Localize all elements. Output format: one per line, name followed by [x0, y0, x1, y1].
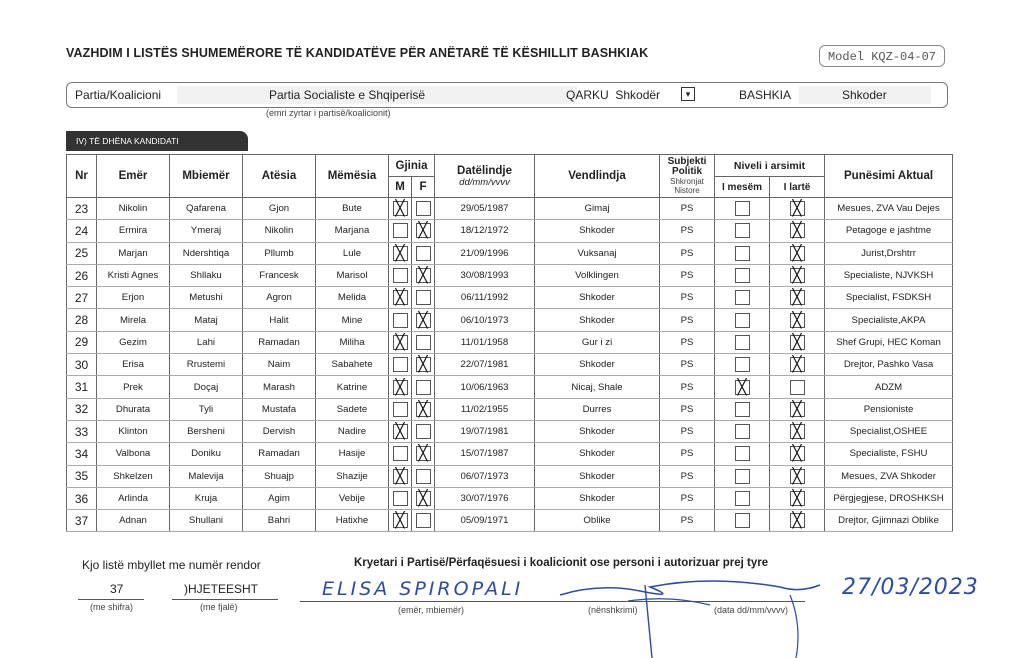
- date-hint: (data dd/mm/vvvv): [714, 605, 789, 615]
- checkbox-edu-mesem[interactable]: [735, 290, 750, 305]
- cell-datelindje: 06/07/1973: [435, 465, 535, 487]
- cell-emer: Klinton: [97, 420, 170, 442]
- bashkia-value: Shkoder: [842, 88, 887, 102]
- cell-memesia: Miliha: [316, 331, 389, 353]
- cell-vendlindja: Shkoder: [535, 309, 660, 331]
- cell-nr: 23: [67, 198, 97, 220]
- closing-number-words[interactable]: )HJETEESHT: [184, 582, 259, 596]
- cell-emer: Erisa: [97, 354, 170, 376]
- qarku-value: Shkodër: [615, 88, 661, 102]
- checkbox-edu-larte[interactable]: ╳: [790, 491, 805, 506]
- cell-subjekti: PS: [660, 487, 715, 509]
- cell-mbiemer: Metushi: [170, 287, 243, 309]
- table-row: [67, 220, 953, 242]
- signature-hint: (nënshkrimi): [588, 605, 638, 615]
- checkbox-gender-f[interactable]: [416, 201, 431, 216]
- cell-subjekti: PS: [660, 443, 715, 465]
- checkbox-gender-f[interactable]: ╳: [416, 268, 431, 283]
- cell-subjekti: PS: [660, 510, 715, 532]
- header-atesia: Atësia: [243, 155, 316, 198]
- checkbox-gender-f[interactable]: ╳: [416, 223, 431, 238]
- cell-mbiemer: Shullani: [170, 510, 243, 532]
- cell-punesimi: Drejtor, Gjimnazi Oblike: [825, 510, 953, 532]
- table-row: [67, 287, 953, 309]
- cell-emer: Nikolin: [97, 198, 170, 220]
- checkbox-edu-larte[interactable]: ╳: [790, 290, 805, 305]
- cell-emer: Erjon: [97, 287, 170, 309]
- cell-emer: Valbona: [97, 443, 170, 465]
- cell-subjekti: PS: [660, 420, 715, 442]
- cell-mbiemer: Ymeraj: [170, 220, 243, 242]
- checkbox-edu-mesem[interactable]: [735, 201, 750, 216]
- table-row: [67, 510, 953, 532]
- header-gjinia: Gjinia: [389, 155, 435, 177]
- cell-atesia: Gjon: [243, 198, 316, 220]
- table-row: [67, 420, 953, 442]
- cell-datelindje: 05/09/1971: [435, 510, 535, 532]
- table-row: [67, 487, 953, 509]
- cell-nr: 31: [67, 376, 97, 398]
- cell-vendlindja: Shkoder: [535, 465, 660, 487]
- cell-memesia: Hatixhe: [316, 510, 389, 532]
- cell-atesia: Marash: [243, 376, 316, 398]
- cell-nr: 29: [67, 331, 97, 353]
- party-info-row: [66, 82, 948, 108]
- cell-nr: 28: [67, 309, 97, 331]
- header-emer: Emër: [97, 155, 170, 198]
- cell-nr: 33: [67, 420, 97, 442]
- checkbox-gender-m[interactable]: [393, 313, 408, 328]
- cell-vendlindja: Gur i zi: [535, 331, 660, 353]
- cell-datelindje: 22/07/1981: [435, 354, 535, 376]
- cell-datelindje: 21/09/1996: [435, 242, 535, 264]
- cell-emer: Shkelzen: [97, 465, 170, 487]
- header-datelindje: Datëlindje dd/mm/vvvv: [435, 155, 535, 198]
- checkbox-edu-larte[interactable]: ╳: [790, 357, 805, 372]
- cell-datelindje: 30/07/1976: [435, 487, 535, 509]
- cell-atesia: Ramadan: [243, 331, 316, 353]
- cell-datelindje: 30/08/1993: [435, 264, 535, 286]
- checkbox-edu-mesem[interactable]: [735, 424, 750, 439]
- cell-memesia: Mine: [316, 309, 389, 331]
- cell-subjekti: PS: [660, 354, 715, 376]
- checkbox-gender-m[interactable]: ╳: [393, 513, 408, 528]
- cell-datelindje: 06/10/1973: [435, 309, 535, 331]
- checkbox-gender-m[interactable]: ╳: [393, 424, 408, 439]
- cell-subjekti: PS: [660, 398, 715, 420]
- header-mbiemer: Mbiemër: [170, 155, 243, 198]
- cell-nr: 32: [67, 398, 97, 420]
- cell-nr: 34: [67, 443, 97, 465]
- header-niveli: Niveli i arsimit: [715, 155, 825, 177]
- checkbox-edu-larte[interactable]: ╳: [790, 424, 805, 439]
- digits-line: [78, 599, 144, 600]
- header-vendlindja: Vendlindja: [535, 155, 660, 198]
- cell-atesia: Dervish: [243, 420, 316, 442]
- cell-atesia: Francesk: [243, 264, 316, 286]
- checkbox-edu-larte[interactable]: ╳: [790, 402, 805, 417]
- checkbox-edu-mesem[interactable]: [735, 313, 750, 328]
- checkbox-edu-mesem[interactable]: [735, 223, 750, 238]
- cell-atesia: Pllumb: [243, 242, 316, 264]
- table-row: [67, 465, 953, 487]
- cell-vendlindja: Vuksanaj: [535, 242, 660, 264]
- checkbox-gender-m[interactable]: [393, 446, 408, 461]
- checkbox-gender-m[interactable]: ╳: [393, 469, 408, 484]
- candidates-body: [67, 198, 953, 532]
- cell-atesia: Mustafa: [243, 398, 316, 420]
- model-code-badge: Model KQZ-04-07: [819, 45, 945, 67]
- cell-vendlindja: Gimaj: [535, 198, 660, 220]
- checkbox-edu-mesem[interactable]: [735, 357, 750, 372]
- bashkia-label: BASHKIA: [739, 88, 792, 102]
- checkbox-edu-larte[interactable]: ╳: [790, 246, 805, 261]
- cell-subjekti: PS: [660, 242, 715, 264]
- cell-mbiemer: Rrustemi: [170, 354, 243, 376]
- cell-subjekti: PS: [660, 309, 715, 331]
- name-hint: (emër, mbiemër): [398, 605, 465, 615]
- cell-atesia: Nikolin: [243, 220, 316, 242]
- checkbox-gender-f[interactable]: [416, 380, 431, 395]
- cell-nr: 24: [67, 220, 97, 242]
- checkbox-edu-larte[interactable]: ╳: [790, 335, 805, 350]
- cell-datelindje: 19/07/1981: [435, 420, 535, 442]
- cell-atesia: Halit: [243, 309, 316, 331]
- checkbox-edu-mesem[interactable]: [735, 469, 750, 484]
- cell-vendlindja: Shkoder: [535, 487, 660, 509]
- checkbox-gender-m[interactable]: ╳: [393, 290, 408, 305]
- document-title: VAZHDIM I LISTËS SHUMEMËRORE TË KANDIDATËVE PËR ANËTARË TË KËSHILLIT BASHKIAK: [66, 46, 649, 60]
- table-row: [67, 398, 953, 420]
- checkbox-gender-f[interactable]: [416, 290, 431, 305]
- cell-datelindje: 06/11/1992: [435, 287, 535, 309]
- cell-punesimi: Specialist,OSHEE: [825, 420, 953, 442]
- checkbox-gender-f[interactable]: ╳: [416, 446, 431, 461]
- checkbox-gender-m[interactable]: ╳: [393, 201, 408, 216]
- cell-memesia: Melida: [316, 287, 389, 309]
- checkbox-gender-f[interactable]: ╳: [416, 357, 431, 372]
- cell-datelindje: 11/02/1955: [435, 398, 535, 420]
- cell-atesia: Ramadan: [243, 443, 316, 465]
- signature-date[interactable]: 27/03/2023: [842, 575, 979, 600]
- cell-mbiemer: Qafarena: [170, 198, 243, 220]
- checkbox-gender-f[interactable]: ╳: [416, 402, 431, 417]
- cell-atesia: Agron: [243, 287, 316, 309]
- cell-subjekti: PS: [660, 287, 715, 309]
- checkbox-edu-mesem[interactable]: [735, 268, 750, 283]
- cell-datelindje: 11/01/1958: [435, 331, 535, 353]
- checkbox-edu-larte[interactable]: ╳: [790, 201, 805, 216]
- cell-mbiemer: Tyli: [170, 398, 243, 420]
- party-label: Partia/Koalicioni: [75, 88, 162, 102]
- cell-nr: 37: [67, 510, 97, 532]
- cell-nr: 27: [67, 287, 97, 309]
- cell-vendlindja: Shkoder: [535, 354, 660, 376]
- cell-vendlindja: Nicaj, Shale: [535, 376, 660, 398]
- cell-mbiemer: Shllaku: [170, 264, 243, 286]
- section-tab: IV) TË DHËNA KANDIDATI: [66, 131, 248, 151]
- cell-datelindje: 29/05/1987: [435, 198, 535, 220]
- cell-memesia: Vebije: [316, 487, 389, 509]
- cell-mbiemer: Kruja: [170, 487, 243, 509]
- cell-punesimi: Specialiste,AKPA: [825, 309, 953, 331]
- cell-mbiemer: Doniku: [170, 443, 243, 465]
- cell-atesia: Shuajp: [243, 465, 316, 487]
- cell-nr: 26: [67, 264, 97, 286]
- cell-memesia: Lule: [316, 242, 389, 264]
- table-row: [67, 376, 953, 398]
- checkbox-edu-mesem[interactable]: [735, 246, 750, 261]
- cell-emer: Kristi Agnes: [97, 264, 170, 286]
- cell-emer: Marjan: [97, 242, 170, 264]
- cell-nr: 25: [67, 242, 97, 264]
- checkbox-edu-larte[interactable]: ╳: [790, 513, 805, 528]
- header-f: F: [412, 177, 435, 198]
- checkbox-edu-larte[interactable]: [790, 380, 805, 395]
- cell-vendlindja: Shkoder: [535, 443, 660, 465]
- checkbox-gender-f[interactable]: [416, 469, 431, 484]
- cell-memesia: Shazije: [316, 465, 389, 487]
- cell-punesimi: Specialist, FSDKSH: [825, 287, 953, 309]
- cell-subjekti: PS: [660, 198, 715, 220]
- cell-punesimi: Drejtor, Pashko Vasa: [825, 354, 953, 376]
- cell-mbiemer: Doçaj: [170, 376, 243, 398]
- cell-emer: Dhurata: [97, 398, 170, 420]
- header-mesem: I mesëm: [715, 177, 770, 198]
- checkbox-gender-f[interactable]: ╳: [416, 491, 431, 506]
- table-row: [67, 198, 953, 220]
- checkbox-gender-m[interactable]: [393, 402, 408, 417]
- closing-text: Kjo listë mbyllet me numër rendor: [82, 558, 261, 572]
- cell-vendlindja: Shkoder: [535, 420, 660, 442]
- checkbox-edu-mesem[interactable]: ╳: [735, 380, 750, 395]
- table-row: [67, 242, 953, 264]
- table-row: [67, 443, 953, 465]
- checkbox-edu-mesem[interactable]: [735, 513, 750, 528]
- table-row: [67, 309, 953, 331]
- checkbox-edu-mesem[interactable]: [735, 446, 750, 461]
- cell-vendlindja: Oblike: [535, 510, 660, 532]
- cell-datelindje: 10/06/1963: [435, 376, 535, 398]
- cell-datelindje: 15/07/1987: [435, 443, 535, 465]
- cell-emer: Ermira: [97, 220, 170, 242]
- cell-mbiemer: Malevija: [170, 465, 243, 487]
- checkbox-gender-f[interactable]: [416, 424, 431, 439]
- checkbox-edu-larte[interactable]: ╳: [790, 313, 805, 328]
- cell-nr: 36: [67, 487, 97, 509]
- cell-vendlindja: Volklingen: [535, 264, 660, 286]
- checkbox-gender-m[interactable]: [393, 491, 408, 506]
- cell-memesia: Marjana: [316, 220, 389, 242]
- handwritten-signature: [540, 565, 830, 658]
- cell-vendlindja: Shkoder: [535, 220, 660, 242]
- cell-memesia: Marisol: [316, 264, 389, 286]
- cell-memesia: Sadete: [316, 398, 389, 420]
- checkbox-gender-f[interactable]: [416, 246, 431, 261]
- checkbox-gender-m[interactable]: [393, 357, 408, 372]
- cell-mbiemer: Mataj: [170, 309, 243, 331]
- cell-emer: Adnan: [97, 510, 170, 532]
- cell-memesia: Bute: [316, 198, 389, 220]
- qarku-dropdown-icon[interactable]: ▾: [681, 87, 695, 101]
- checkbox-edu-larte[interactable]: ╳: [790, 446, 805, 461]
- cell-emer: Mirela: [97, 309, 170, 331]
- closing-number-digits[interactable]: 37: [110, 582, 124, 596]
- checkbox-gender-m[interactable]: ╳: [393, 380, 408, 395]
- words-line: [172, 599, 278, 600]
- checkbox-gender-f[interactable]: [416, 335, 431, 350]
- table-row: [67, 331, 953, 353]
- header-punesimi: Punësimi Aktual: [825, 155, 953, 198]
- words-hint: (me fjalë): [200, 602, 238, 612]
- checkbox-edu-larte[interactable]: ╳: [790, 268, 805, 283]
- cell-punesimi: Mesues, ZVA Vau Dejes: [825, 198, 953, 220]
- cell-mbiemer: Ndershtiqa: [170, 242, 243, 264]
- header-larte: I lartë: [770, 177, 825, 198]
- cell-subjekti: PS: [660, 376, 715, 398]
- cell-emer: Gezim: [97, 331, 170, 353]
- checkbox-edu-larte[interactable]: ╳: [790, 223, 805, 238]
- cell-mbiemer: Bersheni: [170, 420, 243, 442]
- cell-vendlindja: Shkoder: [535, 287, 660, 309]
- cell-punesimi: Përgjegjese, DROSHKSH: [825, 487, 953, 509]
- cell-punesimi: Mesues, ZVA Shkoder: [825, 465, 953, 487]
- checkbox-gender-f[interactable]: [416, 513, 431, 528]
- cell-subjekti: PS: [660, 465, 715, 487]
- checkbox-gender-f[interactable]: ╳: [416, 313, 431, 328]
- header-date-format: dd/mm/vvvv: [459, 176, 510, 188]
- cell-nr: 35: [67, 465, 97, 487]
- checkbox-edu-larte[interactable]: ╳: [790, 469, 805, 484]
- cell-punesimi: Petagoge e jashtme: [825, 220, 953, 242]
- cell-emer: Arlinda: [97, 487, 170, 509]
- checkbox-gender-m[interactable]: ╳: [393, 246, 408, 261]
- cell-subjekti: PS: [660, 220, 715, 242]
- cell-memesia: Sabahete: [316, 354, 389, 376]
- cell-atesia: Naim: [243, 354, 316, 376]
- cell-mbiemer: Lahi: [170, 331, 243, 353]
- candidates-table: [66, 154, 953, 532]
- cell-punesimi: Specialiste, FSHU: [825, 443, 953, 465]
- cell-atesia: Agim: [243, 487, 316, 509]
- cell-memesia: Katrine: [316, 376, 389, 398]
- header-subjekti-sub: Shkronjat Nistore: [670, 177, 704, 195]
- cell-atesia: Bahri: [243, 510, 316, 532]
- header-subjekti: Subjekti Politik Shkronjat Nistore: [660, 155, 715, 198]
- cell-vendlindja: Durres: [535, 398, 660, 420]
- qarku-label: QARKU Shkodër: [566, 88, 661, 102]
- party-name-hint: (emri zyrtar i partisë/koalicionit): [266, 108, 391, 118]
- table-row: [67, 354, 953, 376]
- header-m: M: [389, 177, 412, 198]
- signatory-name[interactable]: ELISA SPIROPALI: [322, 578, 524, 600]
- checkbox-edu-mesem[interactable]: [735, 402, 750, 417]
- digits-hint: (me shifra): [90, 602, 134, 612]
- party-name-value: Partia Socialiste e Shqiperisë: [269, 88, 426, 102]
- cell-subjekti: PS: [660, 331, 715, 353]
- table-row: [67, 264, 953, 286]
- checkbox-gender-m[interactable]: [393, 268, 408, 283]
- cell-nr: 30: [67, 354, 97, 376]
- cell-punesimi: Shef Grupi, HEC Koman: [825, 331, 953, 353]
- cell-punesimi: Specialiste, NJVKSH: [825, 264, 953, 286]
- cell-punesimi: ADZM: [825, 376, 953, 398]
- cell-memesia: Hasije: [316, 443, 389, 465]
- signatory-title: Kryetari i Partisë/Përfaqësuesi i koalicionit ose personi i autorizuar prej tyre: [354, 557, 769, 569]
- checkbox-gender-m[interactable]: [393, 223, 408, 238]
- cell-punesimi: Jurist,Drshtrr: [825, 242, 953, 264]
- cell-datelindje: 18/12/1972: [435, 220, 535, 242]
- header-memesia: Mëmësia: [316, 155, 389, 198]
- cell-emer: Prek: [97, 376, 170, 398]
- cell-subjekti: PS: [660, 264, 715, 286]
- cell-punesimi: Pensioniste: [825, 398, 953, 420]
- checkbox-gender-m[interactable]: ╳: [393, 335, 408, 350]
- cell-memesia: Nadire: [316, 420, 389, 442]
- checkbox-edu-mesem[interactable]: [735, 491, 750, 506]
- checkbox-edu-mesem[interactable]: [735, 335, 750, 350]
- header-nr: Nr: [67, 155, 97, 198]
